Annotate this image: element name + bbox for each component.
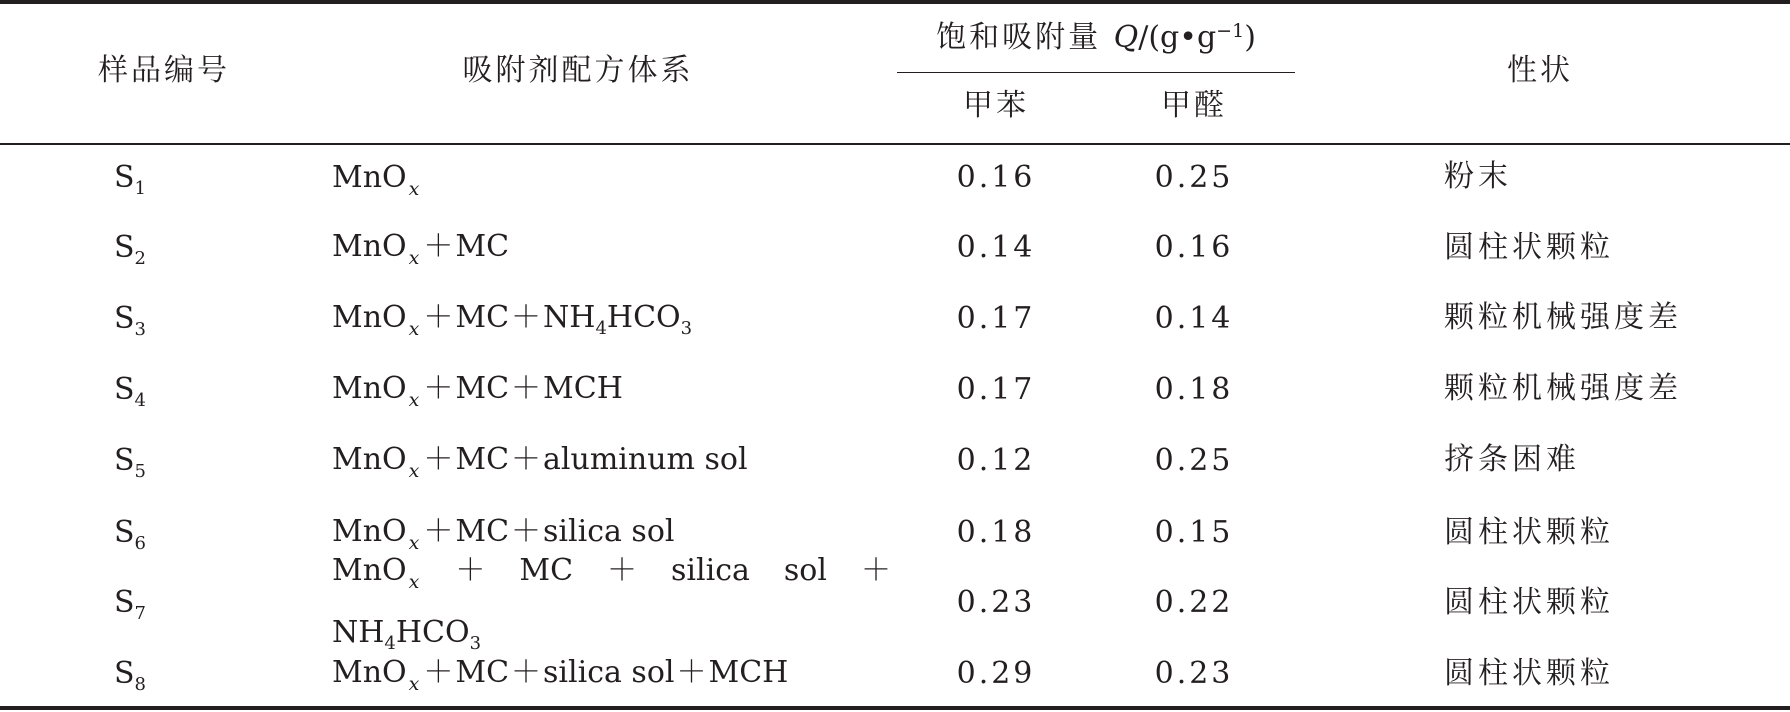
property-cell: 圆柱状颗粒 (1444, 585, 1614, 620)
toluene-value: 0.14 (956, 230, 1036, 265)
sample-id: $S_1$ (113, 160, 147, 199)
toluene-value: 0.17 (956, 372, 1036, 407)
header-formaldehyde: 甲醛 (1161, 88, 1227, 123)
header-sample: 样品编号 (98, 53, 230, 88)
toluene-value: 0.12 (956, 443, 1036, 478)
formaldehyde-value: 0.22 (1154, 585, 1234, 620)
sample-id: $S_7$ (113, 585, 147, 624)
formula-cell-line-1: MnO $_x$ ＋ MC ＋ silica sol ＋ (332, 553, 891, 593)
formaldehyde-value: 0.23 (1154, 656, 1234, 691)
toluene-value: 0.17 (956, 301, 1036, 336)
toluene-value: 0.29 (956, 656, 1036, 691)
sample-id: $S_8$ (113, 656, 147, 695)
sample-id: $S_2$ (113, 230, 147, 269)
table-bottom-rule (0, 706, 1790, 710)
formaldehyde-value: 0.25 (1154, 160, 1234, 195)
formaldehyde-value: 0.15 (1154, 515, 1234, 550)
property-cell: 圆柱状颗粒 (1444, 515, 1614, 550)
table-top-rule (0, 0, 1790, 4)
property-cell: 颗粒机械强度差 (1444, 300, 1682, 335)
header-formula: 吸附剂配方体系 (462, 53, 694, 88)
formula-cell-line-2: $NH_4HCO_3$ (332, 615, 482, 654)
property-cell: 颗粒机械强度差 (1444, 371, 1682, 406)
sample-id: $S_5$ (113, 443, 147, 482)
sample-id: $S_3$ (113, 301, 147, 340)
formula-cell: MnO $_x$ ＋MC＋silica sol＋MCH (332, 655, 789, 695)
formaldehyde-value: 0.25 (1154, 443, 1234, 478)
property-cell: 粉末 (1444, 159, 1512, 194)
formaldehyde-value: 0.16 (1154, 230, 1234, 265)
formula-cell: MnO $_x$ ＋MC＋silica sol (332, 514, 675, 554)
property-cell: 挤条困难 (1444, 442, 1580, 477)
formaldehyde-value: 0.18 (1154, 372, 1234, 407)
header-toluene: 甲苯 (963, 88, 1029, 123)
formaldehyde-value: 0.14 (1154, 301, 1234, 336)
sample-id: $S_6$ (113, 515, 147, 554)
sample-id: $S_4$ (113, 372, 147, 411)
capacity-header-rule (897, 72, 1295, 73)
property-cell: 圆柱状颗粒 (1444, 656, 1614, 691)
formula-cell: MnO $_x$ ＋MC＋MCH (332, 371, 623, 411)
property-cell: 圆柱状颗粒 (1444, 230, 1614, 265)
formula-cell: MnO $_x$ (332, 160, 420, 200)
header-property: 性状 (1507, 53, 1573, 88)
header-capacity: 饱和吸附量 $Q/(g•g^{-1})$ (936, 20, 1256, 55)
formula-cell: MnO $_x$ ＋MC (332, 229, 510, 269)
toluene-value: 0.18 (956, 515, 1036, 550)
toluene-value: 0.23 (956, 585, 1036, 620)
table-header-rule (0, 143, 1790, 145)
formula-cell: MnO $_x$ ＋MC＋aluminum sol (332, 442, 748, 482)
toluene-value: 0.16 (956, 160, 1036, 195)
formula-cell: MnO $_x +MC+NH_4HCO_3$ (332, 300, 693, 340)
